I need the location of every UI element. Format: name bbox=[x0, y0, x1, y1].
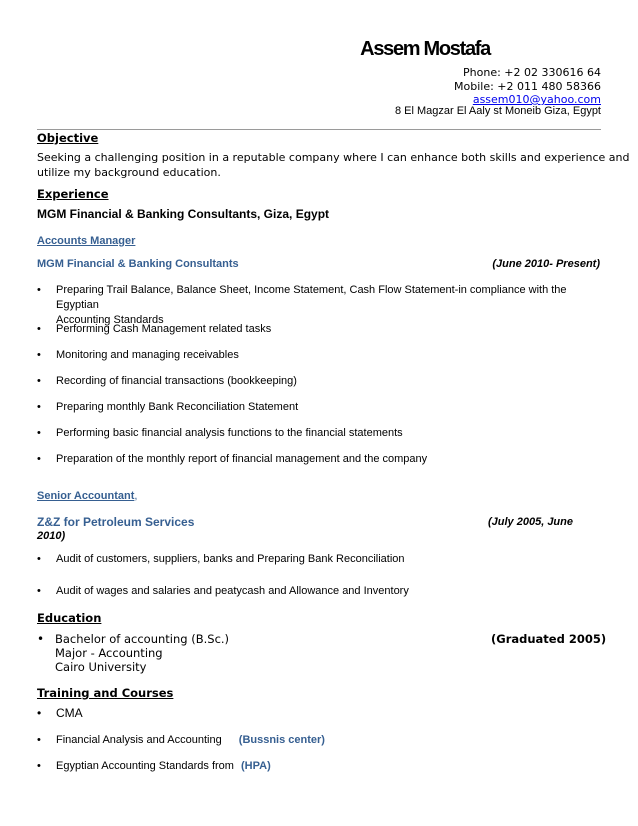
list-item bbox=[37, 374, 297, 389]
bullet-text: Accounting Standards bbox=[56, 314, 164, 326]
list-item bbox=[37, 733, 325, 748]
candidate-name: Assem Mostafa bbox=[360, 38, 490, 60]
objective-text bbox=[37, 150, 629, 180]
experience-heading: Experience bbox=[37, 187, 109, 201]
course-name: Financial Analysis and Accounting bbox=[56, 734, 222, 746]
list-item bbox=[37, 322, 271, 337]
bullet-icon: • bbox=[37, 453, 41, 465]
bullet-icon: • bbox=[37, 760, 41, 772]
bullet-icon: • bbox=[37, 349, 41, 361]
address: 8 El Magzar El Aaly st Moneib Giza, Egypt bbox=[394, 105, 601, 117]
list-item bbox=[37, 759, 271, 774]
bullet-icon: • bbox=[37, 427, 41, 439]
job2-date-line-2: 2010) bbox=[37, 530, 66, 542]
training-heading: Training and Courses bbox=[37, 686, 174, 700]
list-item bbox=[37, 426, 403, 441]
degree: Bachelor of accounting (B.Sc.) bbox=[55, 632, 230, 646]
header-divider bbox=[37, 129, 601, 130]
bullet-text: Performing Cash Management related tasks bbox=[56, 323, 272, 335]
bullet-text: Recording of financial transactions (bookkeeping) bbox=[56, 375, 297, 387]
graduation-date: (Graduated 2005) bbox=[491, 632, 607, 646]
objective-line-2: utilize my background education. bbox=[37, 166, 221, 179]
list-item bbox=[37, 584, 409, 599]
job2-role-line bbox=[37, 490, 137, 502]
objective-line-1: Seeking a challenging position in a reputable company where I can enhance both skills and experience and bbox=[37, 151, 630, 164]
bullet-text: Performing basic financial analysis functions to the financial statements bbox=[56, 427, 403, 439]
course-name: CMA bbox=[56, 706, 83, 720]
education-heading: Education bbox=[37, 611, 102, 625]
course-org: (Bussnis center) bbox=[238, 734, 325, 746]
bullet-text: Monitoring and managing receivables bbox=[56, 349, 239, 361]
bullet-text: Audit of customers, suppliers, banks and Preparing Bank Reconciliation bbox=[56, 553, 405, 565]
bullet-text: Audit of wages and salaries and peatycash and Allowance and Inventory bbox=[56, 585, 409, 597]
list-item bbox=[37, 348, 239, 363]
mobile-number: Mobile: +2 011 480 58366 bbox=[454, 80, 601, 93]
bullet-icon: • bbox=[37, 706, 42, 720]
course-org: (HPA) bbox=[241, 760, 271, 772]
job2-role: Senior Accountant bbox=[37, 490, 135, 502]
phone-number: Phone: +2 02 330616 64 bbox=[463, 66, 601, 79]
bullet-icon: • bbox=[37, 553, 41, 565]
job2-company: Z&Z for Petroleum Services bbox=[37, 515, 195, 529]
major: Major - Accounting bbox=[55, 646, 163, 660]
course-name: Egyptian Accounting Standards from bbox=[56, 760, 234, 772]
bullet-text: Preparing Trail Balance, Balance Sheet, Income Statement, Cash Flow Statement-in compliance with the Egyptian bbox=[56, 284, 567, 311]
bullet-icon: • bbox=[37, 323, 41, 335]
bullet-icon: • bbox=[37, 585, 41, 597]
job1-date: (June 2010- Present) bbox=[492, 258, 600, 270]
list-item bbox=[37, 706, 83, 721]
job1-role: Accounts Manager bbox=[37, 235, 136, 247]
objective-heading: Objective bbox=[37, 131, 99, 145]
bullet-icon: • bbox=[37, 632, 45, 646]
list-item bbox=[37, 400, 298, 415]
job2-date-line-1: (July 2005, June bbox=[488, 516, 573, 528]
university: Cairo University bbox=[55, 660, 147, 674]
bullet-icon: • bbox=[37, 734, 41, 746]
bullet-icon: • bbox=[37, 401, 41, 413]
bullet-icon: • bbox=[37, 284, 41, 296]
email-link[interactable]: assem010@yahoo.com bbox=[472, 93, 601, 106]
list-item bbox=[37, 552, 405, 567]
experience-company-heading: MGM Financial & Banking Consultants, Giza, Egypt bbox=[37, 207, 330, 221]
bullet-text: Preparation of the monthly report of financial management and the company bbox=[56, 453, 428, 465]
bullet-text: Preparing monthly Bank Reconciliation Statement bbox=[56, 401, 299, 413]
job2-role-suffix: , bbox=[134, 490, 138, 502]
job1-company: MGM Financial & Banking Consultants bbox=[37, 258, 239, 270]
bullet-icon: • bbox=[37, 375, 41, 387]
list-item bbox=[37, 452, 427, 467]
education-item bbox=[37, 632, 229, 674]
